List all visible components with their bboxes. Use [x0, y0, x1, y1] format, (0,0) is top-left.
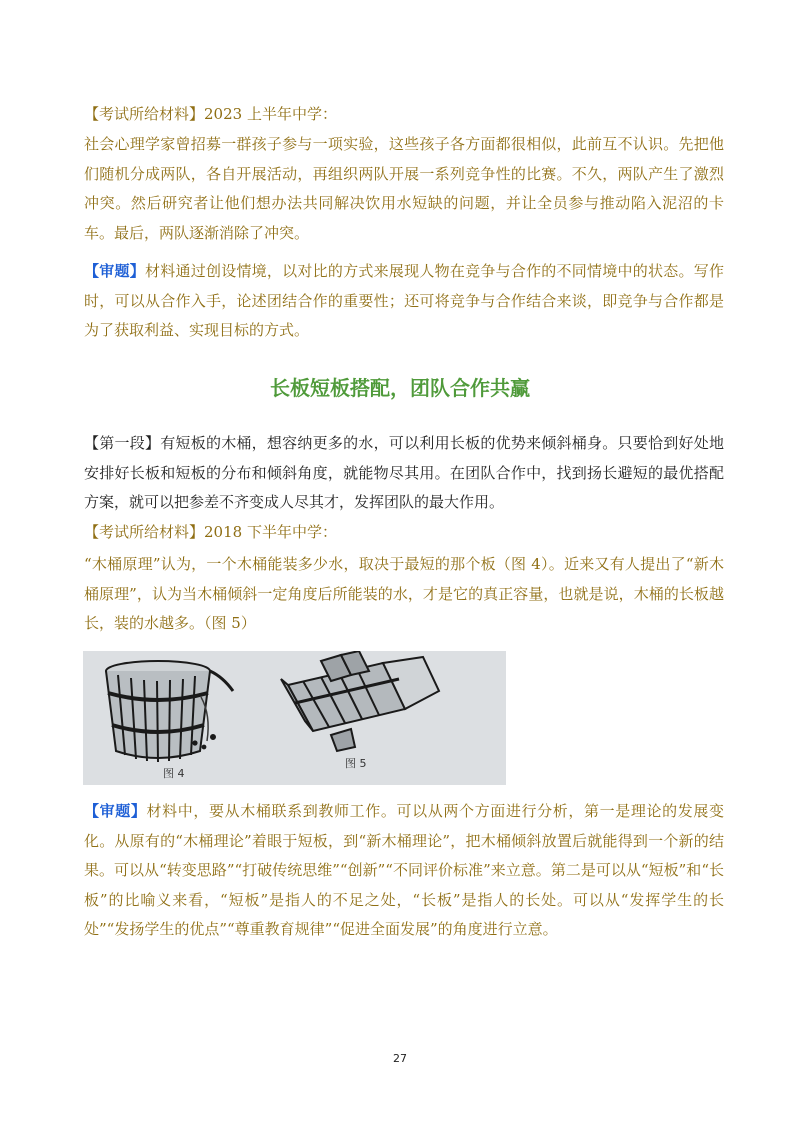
analysis-paragraph-2 [84, 797, 724, 945]
bucket-illustration [83, 651, 506, 785]
figure5-label: 图 5 [345, 757, 367, 770]
analysis-text: 材料通过创设情境，以对比的方式来展现人物在竞争与合作的不同情境中的状态。写作时，可以从合作入手，论述团结合作的重要性；还可将竞争与合作结合来谈，即竞争与合作都是为了获取利益、实现目标的方式。 [84, 262, 724, 339]
analysis-tag: 【审题】 [84, 262, 145, 280]
material-text-2018: “木桶原理”认为，一个木桶能装多少水，取决于最短的那个板（图 4）。近来又有人提出了“新木桶原理”，认为当木桶倾斜一定角度后所能装的水，才是它的真正容量，也就是说，木桶的长板越长，装的水越多。（图 5） [84, 555, 724, 632]
material-tag: 【考试所给材料】 [84, 105, 205, 123]
material-source: 2023 上半年中学： [204, 105, 337, 123]
material-text-2023: 社会心理学家曾招募一群孩子参与一项实验，这些孩子各方面都很相似，此前互不认识。先把他们随机分成两队，各自开展活动，再组织两队开展一系列竞争性的比赛。不久，两队产生了激烈冲突。然后研究者让他们想办法共同解决饮用水短缺的问题，并让全员参与推动陷入泥沼的卡车。最后，两队逐渐消除了冲突。 [84, 135, 724, 242]
analysis-paragraph-1 [84, 257, 724, 346]
analysis-text: 材料中，要从木桶联系到教师工作。可以从两个方面进行分析，第一是理论的发展变化。从原有的“木桶理论”着眼于短板，到“新木桶理论”，把木桶倾斜放置后就能得到一个新的结果。可以从“转变思路”“打破传统思维”“创新”“不同评价标准”来立意。第二是可以从“短板”和“长板”的比喻义来看，“短板”是指人的不足之处，“长板”是指人的长处。可以从“发挥学生的长处”“发扬学生的优点”“尊重教育规律”“促进全面发展”的角度进行立意。 [84, 802, 724, 938]
page-number: 27 [393, 1052, 407, 1065]
first-paragraph [84, 429, 724, 518]
analysis-tag: 【审题】 [84, 802, 147, 820]
bucket-fig5-drawing [281, 651, 439, 751]
bucket-fig4-drawing [106, 661, 233, 762]
material-header-2023 [84, 100, 724, 130]
bucket-figure [83, 651, 506, 785]
figure4-label: 图 4 [163, 767, 185, 780]
paragraph-text: 有短板的木桶，想容纳更多的水，可以利用长板的优势来倾斜桶身。只要恰到好处地安排好长板和短板的分布和倾斜角度，就能物尽其用。在团队合作中，找到扬长避短的最优搭配方案，就可以把参差不齐变成人尽其才，发挥团队的最大作用。 [84, 434, 724, 511]
paragraph-tag: 【第一段】 [84, 434, 161, 452]
material-source: 2018 下半年中学： [204, 523, 337, 541]
material-header-2018 [84, 518, 724, 548]
material-tag: 【考试所给材料】 [84, 523, 205, 541]
section-heading: 长板短板搭配，团队合作共赢 [270, 376, 530, 400]
